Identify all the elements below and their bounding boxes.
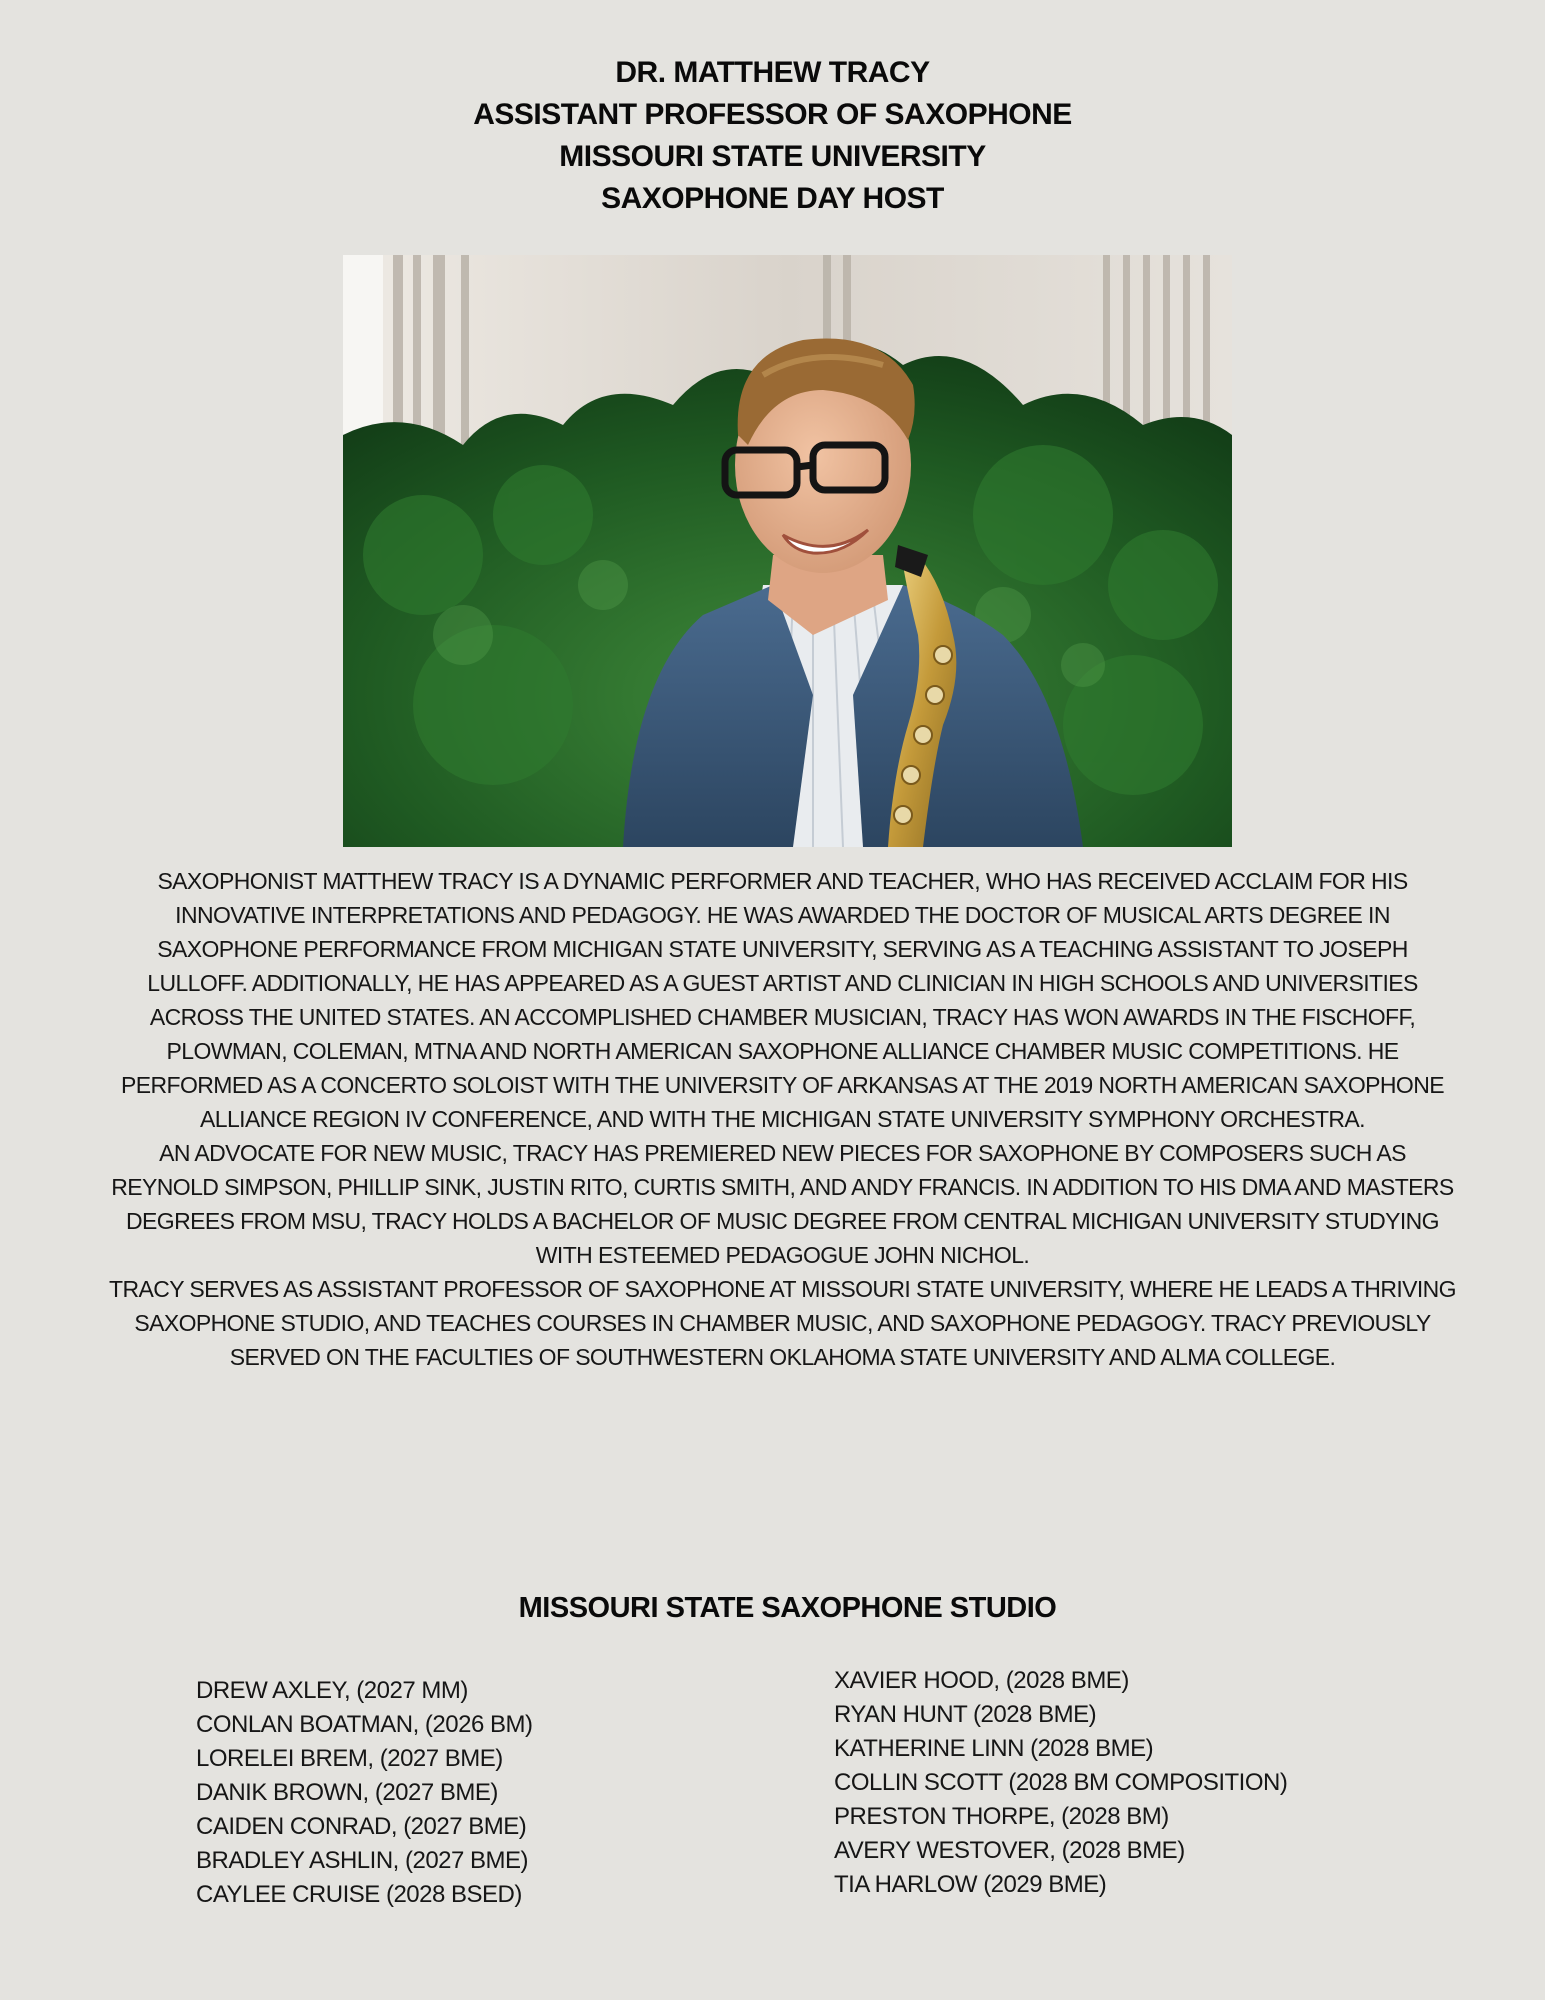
- role-heading: SAXOPHONE DAY HOST: [601, 182, 944, 215]
- portrait-photo: [343, 255, 1232, 847]
- studio-title: MISSOURI STATE SAXOPHONE STUDIO: [518, 1592, 1057, 1624]
- list-item: CAIDEN CONRAD, (2027 BME): [196, 1813, 527, 1840]
- biography: [105, 864, 1460, 1374]
- page-header: [0, 52, 1545, 220]
- university-heading: MISSOURI STATE UNIVERSITY: [559, 140, 986, 173]
- list-item: AVERY WESTOVER, (2028 BME): [834, 1837, 1185, 1864]
- list-item: XAVIER HOOD, (2028 BME): [834, 1667, 1129, 1694]
- bio-paragraph: TRACY SERVES AS ASSISTANT PROFESSOR OF SAXOPHONE AT MISSOURI STATE UNIVERSITY, WHERE HE LEADS A THRIVING SAXOPHONE STUDIO, AND TEACHES COURSES IN CHAMBER MUSIC, AND SAXOPHONE PEDAGOGY. TRACY PREVIOUSLY SERVED ON THE FACULTIES OF SOUTHWESTERN OKLAHOMA STATE UNIVERSITY AND ALMA COLLEGE.: [109, 1276, 1456, 1370]
- list-item: LORELEI BREM, (2027 BME): [196, 1745, 503, 1772]
- list-item: KATHERINE LINN (2028 BME): [834, 1735, 1154, 1762]
- list-item: TIA HARLOW (2029 BME): [834, 1871, 1107, 1898]
- studio-roster-left: [196, 1674, 532, 1912]
- bio-paragraph: SAXOPHONIST MATTHEW TRACY IS A DYNAMIC PERFORMER AND TEACHER, WHO HAS RECEIVED ACCLAIM FOR HIS INNOVATIVE INTERPRETATIONS AND PEDAGOGY. HE WAS AWARDED THE DOCTOR OF MUSICAL ARTS DEGREE IN SAXOPHONE PERFORMANCE FROM MICHIGAN STATE UNIVERSITY, SERVING AS A TEACHING ASSISTANT TO JOSEPH LULLOFF. ADDITIONALLY, HE HAS APPEARED AS A GUEST ARTIST AND CLINICIAN IN HIGH SCHOOLS AND UNIVERSITIES ACROSS THE UNITED STATES. AN ACCOMPLISHED CHAMBER MUSICIAN, TRACY HAS WON AWARDS IN THE FISCHOFF, PLOWMAN, COLEMAN, MTNA AND NORTH AMERICAN SAXOPHONE ALLIANCE CHAMBER MUSIC COMPETITIONS. HE PERFORMED AS A CONCERTO SOLOIST WITH THE UNIVERSITY OF ARKANSAS AT THE 2019 NORTH AMERICAN SAXOPHONE ALLIANCE REGION IV CONFERENCE, AND WITH THE MICHIGAN STATE UNIVERSITY SYMPHONY ORCHESTRA.: [121, 868, 1444, 1132]
- list-item: CAYLEE CRUISE (2028 BSED): [196, 1881, 522, 1908]
- studio-roster-right: [834, 1664, 1287, 1902]
- list-item: CONLAN BOATMAN, (2026 BM): [196, 1711, 533, 1738]
- name-heading: DR. MATTHEW TRACY: [615, 56, 930, 89]
- position-heading: ASSISTANT PROFESSOR OF SAXOPHONE: [473, 98, 1072, 131]
- list-item: DREW AXLEY, (2027 MM): [196, 1677, 468, 1704]
- list-item: COLLIN SCOTT (2028 BM COMPOSITION): [834, 1769, 1288, 1796]
- list-item: DANIK BROWN, (2027 BME): [196, 1779, 498, 1806]
- list-item: PRESTON THORPE, (2028 BM): [834, 1803, 1169, 1830]
- list-item: RYAN HUNT (2028 BME): [834, 1701, 1097, 1728]
- list-item: BRADLEY ASHLIN, (2027 BME): [196, 1847, 529, 1874]
- bio-paragraph: AN ADVOCATE FOR NEW MUSIC, TRACY HAS PREMIERED NEW PIECES FOR SAXOPHONE BY COMPOSERS SUCH AS REYNOLD SIMPSON, PHILLIP SINK, JUSTIN RITO, CURTIS SMITH, AND ANDY FRANCIS. IN ADDITION TO HIS DMA AND MASTERS DEGREES FROM MSU, TRACY HOLDS A BACHELOR OF MUSIC DEGREE FROM CENTRAL MICHIGAN UNIVERSITY STUDYING WITH ESTEEMED PEDAGOGUE JOHN NICHOL.: [111, 1140, 1454, 1268]
